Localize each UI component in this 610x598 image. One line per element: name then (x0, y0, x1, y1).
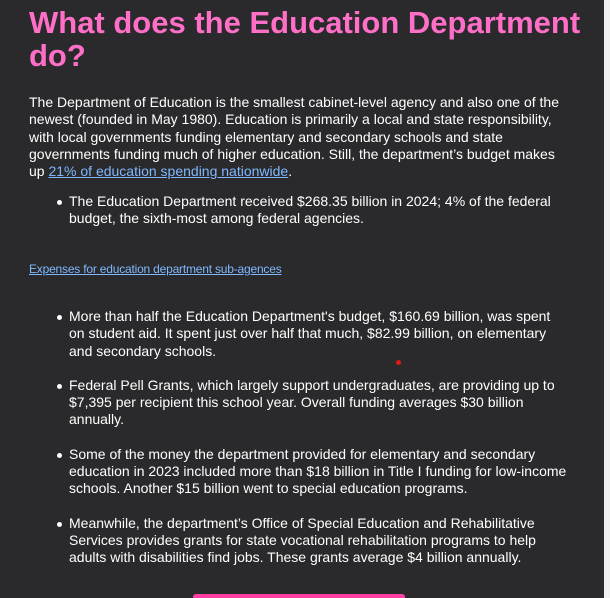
detail-list (69, 308, 569, 584)
page-title: What does the Education Department do? (29, 5, 581, 73)
list-item: Some of the money the department provided for elementary and secondary education in 2023 included more than $18 billion in Title I funding for low-income schools. Another $15 billion went to special education programs. (69, 446, 569, 498)
education-spending-link[interactable]: 21% of education spending nationwide (48, 163, 289, 180)
summary-list (69, 193, 569, 228)
list-item: Federal Pell Grants, which largely support undergraduates, are providing up to $7,395 per recipient this school year. Overall funding averages $30 billion annually. (69, 377, 569, 429)
list-item: Meanwhile, the department’s Office of Special Education and Rehabilitative Services provides grants for state vocational rehabilitation programs to help adults with disabilities find jobs. These grants average $4 billion annually. (69, 515, 569, 567)
bottom-action-button[interactable] (193, 594, 405, 598)
list-item: The Education Department received $268.35 billion in 2024; 4% of the federal budget, the sixth-most among federal agencies. (69, 193, 569, 228)
list-item: More than half the Education Department's budget, $160.69 billion, was spent on student aid. It spent just over half that much, $82.99 billion, on elementary and secondary schools. (69, 308, 569, 360)
subagency-expenses-link[interactable]: Expenses for education department sub-agences (29, 262, 282, 276)
scrollbar-track[interactable] (604, 0, 610, 598)
cursor-dot (396, 360, 401, 365)
intro-text: The Department of Education is the smallest cabinet-level agency and also one of the newest (founded in May 1980). Education is primarily a local and state responsibility, with local governments funding elementary and secondary schools and state governments funding much of higher education. Still, the department’s budget makes up (29, 94, 559, 180)
intro-paragraph (29, 94, 574, 180)
intro-end: . (288, 163, 293, 180)
